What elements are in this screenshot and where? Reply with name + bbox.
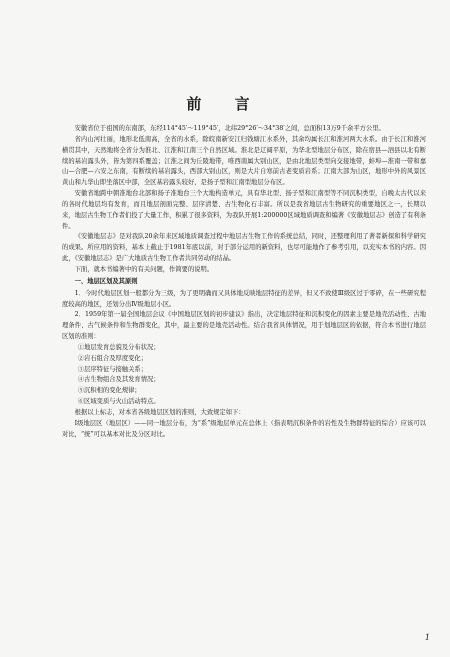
document-body bbox=[62, 124, 426, 440]
section-paragraph: 1．今时代地层区划一般都分为三级，为了更明确而又具体地反映地层特征的差异，但又不致使Ⅲ级区过于零碎，在一些研究程度较高的地区，还划分出Ⅳ级地层小区。 bbox=[62, 289, 426, 308]
criteria-item: ①地层发育总貌及分布状况； bbox=[77, 343, 160, 351]
paragraph: 省内山河壮丽，地形北低南高，全省的水系，除皖南新安江归钱塘江水系外，其余均属长江和淮河两大水系。由于长江和淮河横贯其中，天然地将全省分为淮北、江淮和江南三个自然区域。淮北是辽阔平原，为华北型地层分布区，除在宿县—泗县以北有断续的基岩露头外，皆为第四系覆盖；江淮之间为丘陵地带，唯西南属大别山区，是由北地层类型向交接地带，蚌埠—淮南一带和嘉山—合肥—六安之东南，有断续的基岩露头，西部大别山区，则是大片自寒前古老变质岩系；江南大部为山区，地形中外的风景区黄山和九华山即坐落区中部，全区基岩露头较好，是扬子型和江南型地层分布区。 bbox=[62, 135, 426, 187]
criteria-item: ⑥区域变质与火山活动特点。 bbox=[77, 398, 160, 406]
paragraph: 《安徽地层志》是对我队20余年来区域地质调查过程中地层古生物工作的系统总结，同时，还整理利用了著者新探和科学研究的成果。所应用的资料，基本上截止于1981年底以前，对于部分运用的新资料，也尽可能地作了参考引用，以充实本书的内容。因此，《安徽地层志》是广大地质古生物工作者共同劳动的结晶。 bbox=[62, 233, 426, 263]
page-title: 前 言 bbox=[186, 95, 264, 113]
criteria-item: ⑤沉积相的变化规律； bbox=[77, 387, 141, 395]
paragraph: 下面，就本书编著中的有关问题，作简要的说明。 bbox=[74, 265, 214, 273]
closing-paragraph: Ⅰ级地层区（地层区）——同一地层分布，为“系”级地层单元在总体上（指表明沉积条件的岩性及生物群特征的综合）应该可以对比，“统”可以基本对比及分区对比。 bbox=[62, 419, 426, 438]
page-number: 1 bbox=[424, 633, 430, 642]
criteria-item: ②岩石组合及厚度变化； bbox=[77, 354, 148, 362]
section-heading: 一、地层区划及其原则 bbox=[74, 277, 138, 285]
section-paragraph: 2．1959年第一届全国地层会议《中国地层区划的初步建议》指出，决定地层特征和沉积变化的因素主要是地壳活动性、古地理条件、古气候条件和生物群变化，其中，最主要的是地壳活动性。结合我省具体情况，用于划地层区的依据，符合本书进行地层区划的准则： bbox=[62, 311, 426, 341]
paragraph: 安徽省位于祖国的东南部，东经114°45′～119°45′，北纬29°26′～34°38′之间，总面积13万9千余平方公里。 bbox=[74, 125, 385, 132]
paragraph: 安徽省地跨中朝准地台北部和扬子准地台三个大地构造单元，具有华北型、扬子型和江南型等不同沉积类型，自晚太古代以来的各时代地层均有发育，而且地层剖面完整、层序清楚、古生物化石丰富。所以是我省地层古生物研究的重要地区之一，长期以来，地层古生物工作者们投了大量工作，积累了很多资料，为我队开展1:200000区域地质调查和编著《安徽地层志》创造了有利条件。 bbox=[62, 190, 426, 230]
closing-paragraph: 根据以上标志，对本省各级地层区划的准则，大致规定如下： bbox=[74, 408, 245, 416]
criteria-item: ③层序特征与接触关系； bbox=[77, 365, 148, 373]
criteria-item: ④古生物组合及其发育情况； bbox=[77, 376, 160, 384]
